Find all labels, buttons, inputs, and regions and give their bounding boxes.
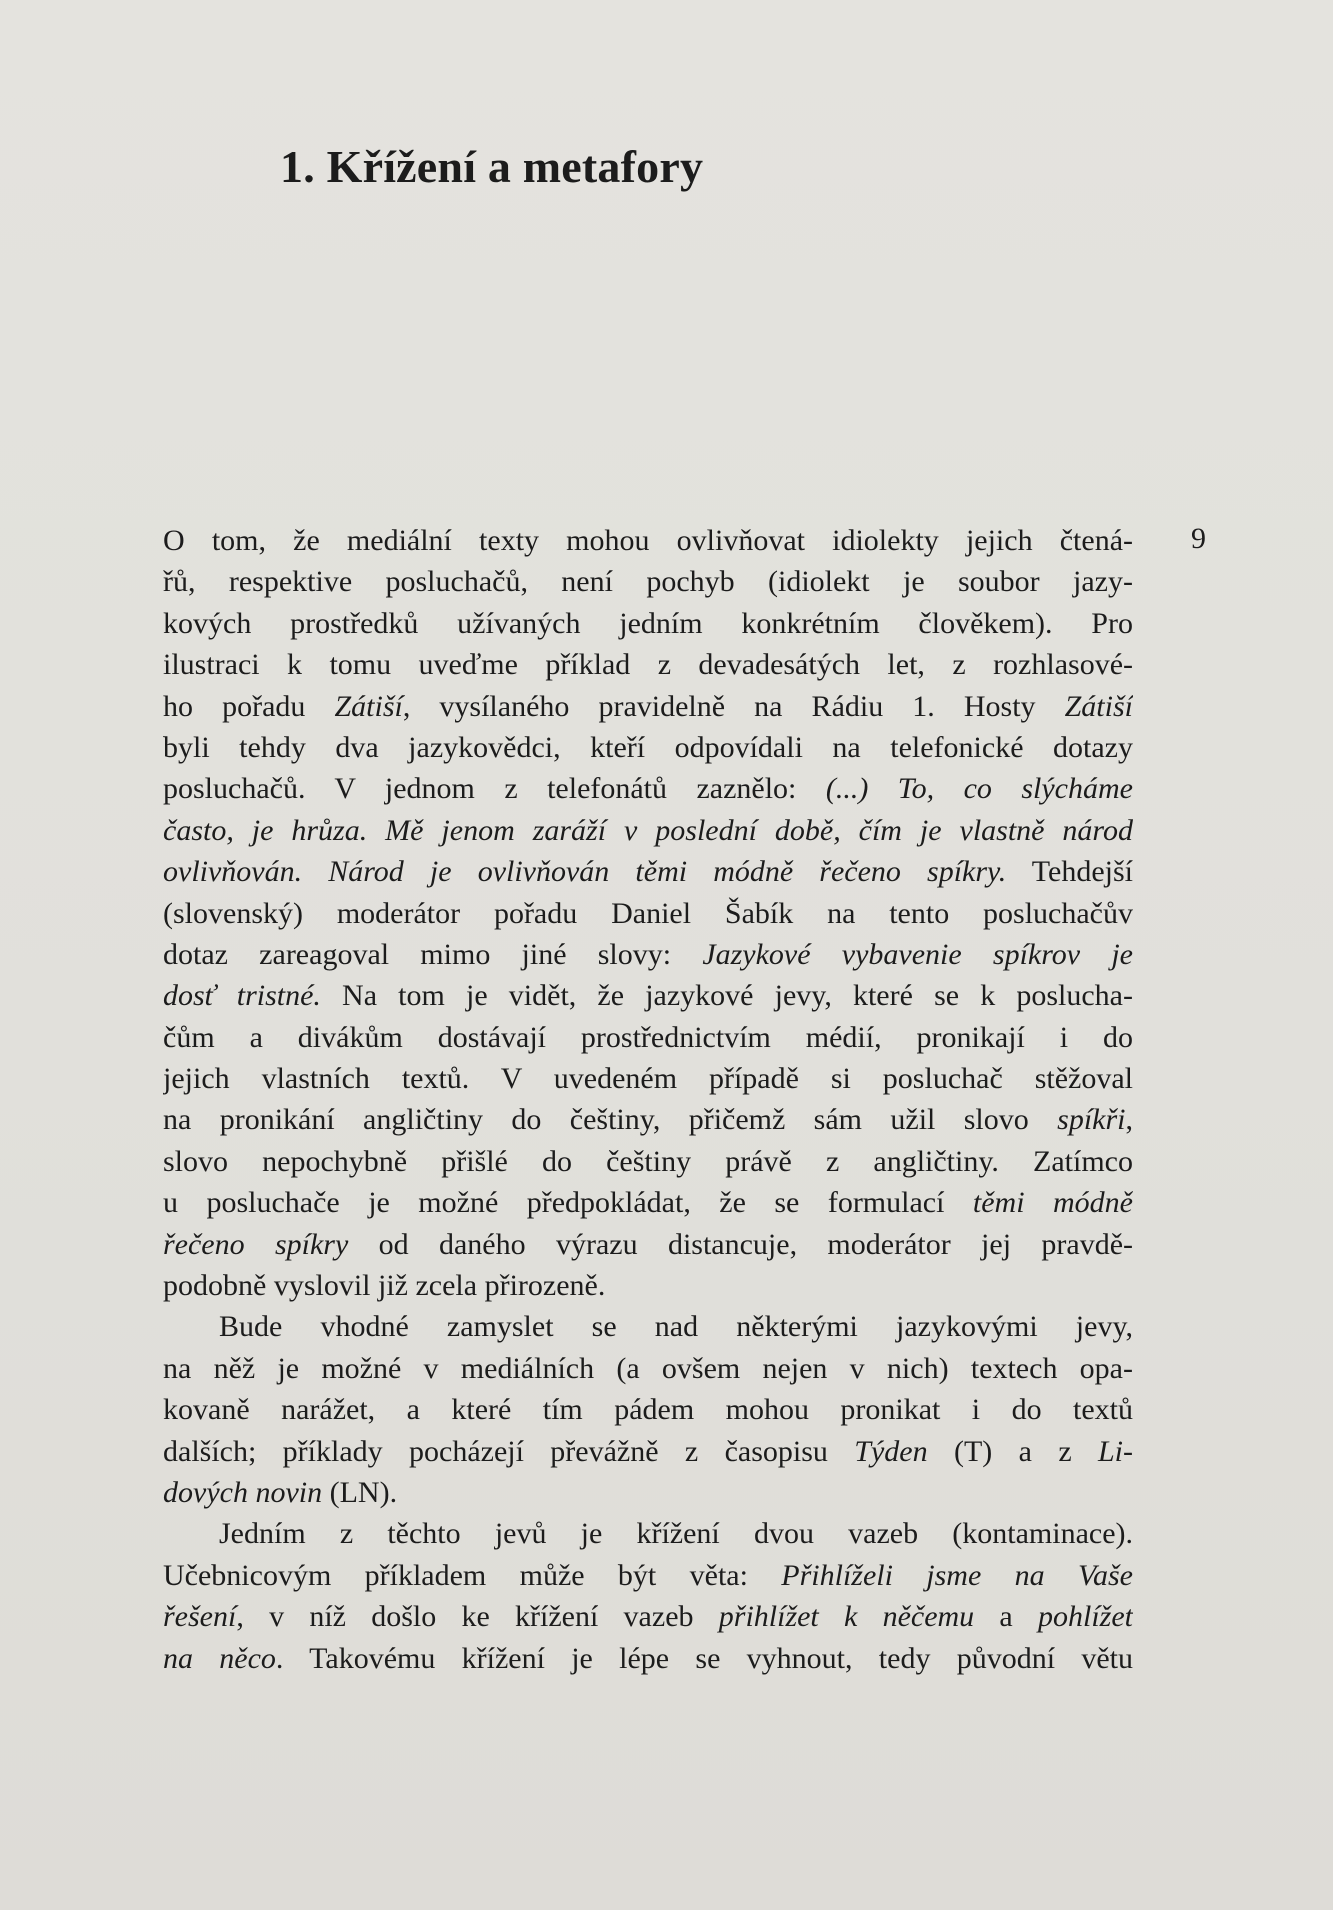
- text-line: [163, 1638, 1133, 1679]
- text-segment: , v níž došlo ke křížení vazeb: [236, 1600, 719, 1634]
- text-segment: , vysílaného pravidelně na Rádiu 1. Hosty: [402, 689, 1065, 723]
- text-line: [163, 1348, 1133, 1389]
- body-text: [163, 520, 1133, 1679]
- text-segment: . Takovému křížení je lépe se vyhnout, tedy původní větu: [275, 1641, 1133, 1675]
- italic-text-segment: ovlivňován. Národ je ovlivňován těmi módně řečeno spíkry.: [163, 855, 1007, 889]
- text-segment: řů, respektive posluchačů, není pochyb (idiolekt je soubor jazy-: [163, 565, 1133, 599]
- text-segment: jejich vlastních textů. V uvedeném případě si posluchač stěžoval: [163, 1062, 1133, 1096]
- text-segment: slovo nepochybně přišlé do češtiny právě z angličtiny. Zatímco: [163, 1144, 1133, 1178]
- text-segment: na pronikání angličtiny do češtiny, přičemž sám užil slovo: [163, 1103, 1058, 1137]
- text-line: [163, 893, 1133, 934]
- text-segment: byli tehdy dva jazykovědci, kteří odpovídali na telefonické dotazy: [163, 730, 1133, 764]
- text-line: [163, 934, 1133, 975]
- text-line: [163, 851, 1133, 892]
- text-segment: (LN).: [322, 1475, 398, 1509]
- text-segment: Učebnicovým příkladem může být věta:: [163, 1558, 782, 1592]
- text-line: [163, 1182, 1133, 1223]
- italic-text-segment: spíkři: [1057, 1103, 1126, 1137]
- text-line: [163, 1141, 1133, 1182]
- italic-text-segment: těmi módně: [972, 1186, 1133, 1220]
- text-segment: a: [974, 1600, 1038, 1634]
- text-line: [163, 561, 1133, 602]
- italic-text-segment: Zátiší: [334, 689, 403, 723]
- text-segment: kovaně narážet, a které tím pádem mohou pronikat i do textů: [163, 1393, 1133, 1427]
- text-line: [163, 520, 1133, 561]
- text-segment: podobně vyslovil již zcela přirozeně.: [163, 1269, 606, 1303]
- text-line: [163, 810, 1133, 851]
- text-line: [163, 1265, 1133, 1306]
- text-line: [163, 1596, 1133, 1637]
- text-line: [163, 1058, 1133, 1099]
- italic-text-segment: řečeno spíkry: [163, 1227, 349, 1261]
- text-segment: Tehdejší: [1006, 855, 1133, 889]
- text-line: [163, 727, 1133, 768]
- text-segment: ,: [1125, 1103, 1133, 1137]
- text-line: [163, 1389, 1133, 1430]
- italic-text-segment: Zátiší: [1064, 689, 1133, 723]
- chapter-title: 1. Křížení a metafory: [280, 141, 704, 192]
- text-line: [163, 1472, 1133, 1513]
- text-line: [163, 686, 1133, 727]
- text-segment: ilustraci k tomu uveďme příklad z devadesátých let, z rozhlasové-: [163, 648, 1133, 682]
- text-line: [163, 975, 1133, 1016]
- text-segment: od daného výrazu distancuje, moderátor jej pravdě-: [348, 1227, 1133, 1261]
- italic-text-segment: (...) To, co slýcháme: [825, 772, 1133, 806]
- text-line: [163, 603, 1133, 644]
- text-line: [163, 1099, 1133, 1140]
- italic-text-segment: Li-: [1098, 1434, 1133, 1468]
- text-segment: Jedním z těchto jevů je křížení dvou vazeb (kontaminace).: [219, 1517, 1133, 1551]
- italic-text-segment: pohlížet: [1038, 1600, 1133, 1634]
- text-segment: na něž je možné v mediálních (a ovšem nejen v nich) textech opa-: [163, 1351, 1133, 1385]
- text-segment: u posluchače je možné předpokládat, že se formulací: [163, 1186, 973, 1220]
- text-segment: dotaz zareagoval mimo jiné slovy:: [163, 937, 703, 971]
- text-segment: (slovenský) moderátor pořadu Daniel Šabík na tento posluchačův: [163, 896, 1133, 930]
- text-line: [163, 1306, 1133, 1347]
- text-line: [163, 1431, 1133, 1472]
- text-segment: posluchačů. V jednom z telefonátů zaznělo:: [163, 772, 826, 806]
- text-line: [163, 1224, 1133, 1265]
- text-line: [163, 644, 1133, 685]
- italic-text-segment: na něco: [163, 1641, 276, 1675]
- text-segment: Bude vhodné zamyslet se nad některými jazykovými jevy,: [219, 1310, 1133, 1344]
- text-line: [163, 1555, 1133, 1596]
- text-segment: (T) a z: [927, 1434, 1098, 1468]
- text-line: [163, 1513, 1133, 1554]
- text-segment: ho pořadu: [163, 689, 335, 723]
- italic-text-segment: Jazykové vybavenie spíkrov je: [702, 937, 1133, 971]
- page-number: 9: [1191, 522, 1206, 555]
- text-segment: čům a divákům dostávají prostřednictvím médií, pronikají i do: [163, 1020, 1133, 1054]
- italic-text-segment: Přihlíželi jsme na Vaše: [781, 1558, 1133, 1592]
- italic-text-segment: dových novin: [163, 1475, 323, 1509]
- italic-text-segment: Týden: [854, 1434, 928, 1468]
- italic-text-segment: dosť tristné.: [163, 979, 321, 1013]
- italic-text-segment: přihlížet k něčemu: [718, 1600, 975, 1634]
- text-segment: O tom, že mediální texty mohou ovlivňovat idiolekty jejich čtená-: [163, 524, 1133, 557]
- italic-text-segment: často, je hrůza. Mě jenom zaráží v poslední době, čím je vlastně národ: [163, 813, 1133, 847]
- text-line: [163, 1017, 1133, 1058]
- text-segment: Na tom je vidět, že jazykové jevy, které se k poslucha-: [320, 979, 1133, 1013]
- text-line: [163, 768, 1133, 809]
- italic-text-segment: řešení: [163, 1600, 237, 1634]
- text-segment: kových prostředků užívaných jedním konkrétním člověkem). Pro: [163, 606, 1133, 640]
- text-segment: dalších; příklady pocházejí převážně z časopisu: [163, 1434, 855, 1468]
